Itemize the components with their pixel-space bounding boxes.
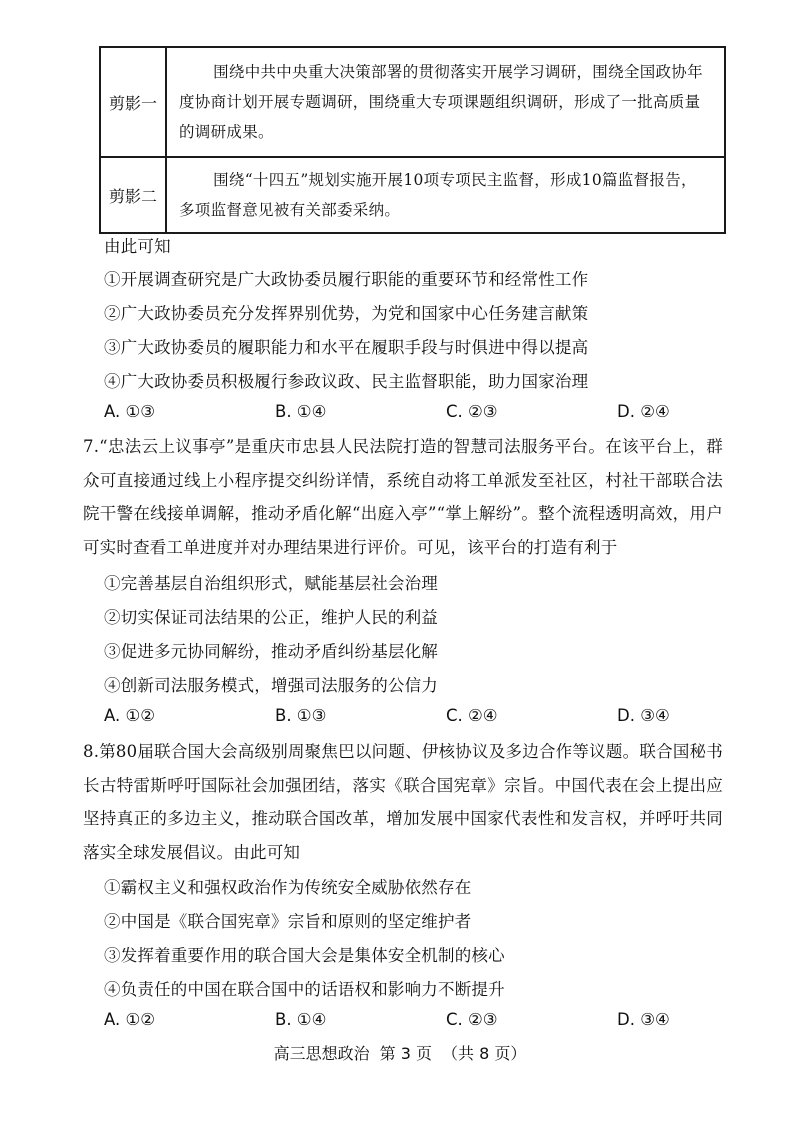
q7-option-a[interactable]: A. ①② [104, 706, 156, 725]
q8-statement-1: ①霸权主义和强权政治作为传统安全威胁依然存在 [104, 878, 472, 897]
q6-options [0, 402, 800, 426]
q8-number: 8. [83, 742, 100, 761]
q7-options [0, 706, 800, 730]
q7-option-b[interactable]: B. ①③ [275, 706, 327, 725]
q7-number: 7. [83, 437, 100, 456]
q6-statement-4: ④广大政协委员积极履行参政议政、民主监督职能，助力国家治理 [104, 372, 589, 391]
q7-statement-2: ②切实保证司法结果的公正，维护人民的利益 [104, 608, 438, 627]
q6-statement-3: ③广大政协委员的履职能力和水平在履职手段与时俱进中得以提高 [104, 338, 589, 357]
clipping-text: 围绕“十四五”规划实施开展10项专项民主监督，形成10篇监督报告，多项监督意见被有关部委采纳。 [166, 157, 725, 233]
q8-option-b[interactable]: B. ①④ [275, 1010, 327, 1029]
q6-option-c[interactable]: C. ②③ [446, 402, 498, 421]
q7-stem-text: “忠法云上议事亭”是重庆市忠县人民法院打造的智慧司法服务平台。在该平台上，群众可直接通过线上小程序提交纠纷详情，系统自动将工单派发至社区，村社干部联合法院干警在线接单调解，推动矛盾化解“出庭入亭”“掌上解纷”。整个流程透明高效，用户可实时查看工单进度并对办理结果进行评价。可见，该平台的打造有利于 [83, 437, 723, 557]
q8-option-a[interactable]: A. ①② [104, 1010, 156, 1029]
q8-option-c[interactable]: C. ②③ [446, 1010, 498, 1029]
q6-option-d[interactable]: D. ②④ [617, 402, 670, 421]
q8-option-d[interactable]: D. ③④ [617, 1010, 670, 1029]
q6-statement-1: ①开展调查研究是广大政协委员履行职能的重要环节和经常性工作 [104, 270, 589, 289]
q8-options [0, 1010, 800, 1034]
q8-statement-4: ④负责任的中国在联合国中的话语权和影响力不断提升 [104, 980, 505, 999]
q7-statement-4: ④创新司法服务模式，增强司法服务的公信力 [104, 676, 438, 695]
q7-option-c[interactable]: C. ②④ [446, 706, 498, 725]
clipping-text: 围绕中共中央重大决策部署的贯彻落实开展学习调研，围绕全国政协年度协商计划开展专题调研，围绕重大专项课题组织调研，形成了一批高质量的调研成果。 [166, 47, 725, 157]
q6-lead: 由此可知 [104, 237, 171, 256]
clipping-row [100, 157, 725, 233]
q7-option-d[interactable]: D. ③④ [617, 706, 670, 725]
q6-option-a[interactable]: A. ①③ [104, 402, 156, 421]
q8-stem [83, 735, 723, 869]
q8-statement-3: ③发挥着重要作用的联合国大会是集体安全机制的核心 [104, 946, 505, 965]
footer-page-total: （共 8 页） [442, 1044, 527, 1063]
q7-statement-1: ①完善基层自治组织形式，赋能基层社会治理 [104, 574, 438, 593]
clipping-row [100, 47, 725, 157]
q7-stem [83, 430, 723, 564]
q7-statement-3: ③促进多元协同解纷，推动矛盾纠纷基层化解 [104, 642, 438, 661]
clippings-table [99, 46, 726, 234]
q8-statement-2: ②中国是《联合国宪章》宗旨和原则的坚定维护者 [104, 912, 472, 931]
clipping-label: 剪影一 [100, 47, 166, 157]
q8-stem-text: 第80届联合国大会高级别周聚焦巴以问题、伊核协议及多边合作等议题。联合国秘书长古特雷斯呼吁国际社会加强团结，落实《联合国宪章》宗旨。中国代表在会上提出应坚持真正的多边主义，推动联合国改革，增加发展中国家代表性和发言权，并呼吁共同落实全球发展倡议。由此可知 [83, 742, 723, 862]
page-footer [0, 1041, 800, 1064]
q6-option-b[interactable]: B. ①④ [275, 402, 327, 421]
footer-subject: 高三思想政治 [273, 1044, 370, 1063]
footer-page-number: 第 3 页 [379, 1044, 432, 1063]
q6-statement-2: ②广大政协委员充分发挥界别优势，为党和国家中心任务建言献策 [104, 304, 589, 323]
clipping-label: 剪影二 [100, 157, 166, 233]
